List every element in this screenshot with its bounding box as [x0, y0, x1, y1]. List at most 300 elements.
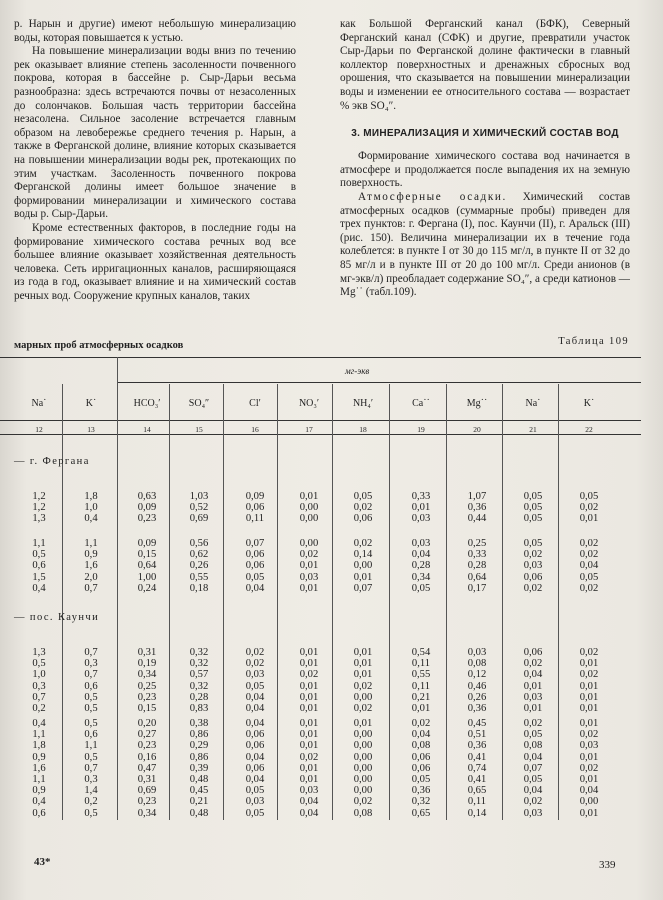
table-cell: 0,63: [137, 491, 157, 502]
table-cell: 0,69: [137, 785, 157, 797]
table-cell: 0,36: [467, 740, 487, 752]
table-cell: 0,02: [299, 669, 319, 681]
column-number: 19: [417, 425, 425, 434]
column-header: Ca˙˙: [412, 398, 430, 409]
table-cell: 0,21: [411, 691, 431, 703]
table-cell: 0,69: [189, 513, 209, 525]
table-cell: 0,05: [523, 729, 543, 741]
table-cell: 0,01: [299, 680, 319, 692]
table-cell: 0,05: [245, 785, 265, 797]
table-cell: 0,65: [467, 785, 487, 797]
table-row: [0, 752, 641, 763]
table-cell: 0,34: [411, 571, 431, 583]
table-cell: 1,2: [32, 491, 46, 502]
table-cell: 0,04: [245, 718, 265, 729]
table-cell: 0,08: [353, 807, 373, 819]
table-cell: 0,07: [245, 538, 265, 549]
table-cell: 0,26: [467, 691, 487, 703]
table-cell: 0,6: [32, 560, 46, 572]
table-cell: 0,9: [84, 549, 98, 561]
table-cell: 0,34: [137, 807, 157, 819]
table-cell: 0,02: [523, 582, 543, 594]
table-cell: 0,4: [32, 796, 46, 808]
table-row: [0, 513, 641, 524]
table-cell: 1,03: [189, 491, 209, 502]
table-cell: 0,00: [353, 751, 373, 763]
table-cell: 0,5: [84, 718, 98, 729]
table-cell: 0,23: [137, 796, 157, 808]
table-cell: 0,05: [411, 774, 431, 785]
column-number: 13: [87, 425, 95, 434]
table-cell: 0,46: [467, 680, 487, 692]
table-cell: 0,02: [579, 549, 599, 561]
table-cell: 0,11: [411, 680, 431, 692]
table-cell: 0,02: [523, 658, 543, 670]
table-cell: 1,6: [32, 762, 46, 774]
table-cell: 0,00: [353, 691, 373, 703]
table-row: [0, 681, 641, 692]
table-cell: 0,04: [299, 807, 319, 819]
table-cell: 0,06: [245, 549, 265, 561]
table-cell: 0,05: [579, 491, 599, 502]
table-cell: 0,41: [467, 751, 487, 763]
column-number: 16: [251, 425, 259, 434]
table-cell: 0,02: [523, 549, 543, 561]
column-header: Na˙: [31, 398, 47, 409]
table-cell: 0,3: [84, 774, 98, 785]
table-cell: 0,01: [579, 513, 599, 525]
table-cell: 1,1: [32, 729, 46, 741]
table-cell: 0,5: [32, 549, 46, 561]
paragraph: Формирование химического состава вод начинается в атмосфере и продолжается после выпадения их на земную поверхность.: [340, 150, 630, 190]
table-cell: 0,64: [467, 571, 487, 583]
table-cell: 0,05: [523, 513, 543, 525]
table-cell: 0,5: [32, 658, 46, 670]
table-cell: 0,05: [353, 491, 373, 502]
paragraph-lead: Атмосферные осадки.: [358, 190, 507, 203]
table-cell: 0,05: [523, 538, 543, 549]
table-cell: 0,00: [353, 762, 373, 774]
table-cell: 0,01: [299, 647, 319, 658]
table-cell: 0,7: [84, 647, 98, 658]
table-cell: 0,01: [411, 703, 431, 714]
table-row: [0, 703, 641, 714]
table-row: [0, 647, 641, 658]
table-cell: 0,28: [411, 560, 431, 572]
table-cell: 0,55: [411, 669, 431, 681]
table-cell: 0,06: [245, 740, 265, 752]
table-cell: 0,05: [411, 582, 431, 594]
table-cell: 1,00: [137, 571, 157, 583]
table-cell: 0,23: [137, 740, 157, 752]
table-cell: 1,8: [84, 491, 98, 502]
table-cell: 0,01: [353, 647, 373, 658]
table-cell: 0,01: [299, 774, 319, 785]
table-cell: 1,3: [32, 513, 46, 525]
table-cell: 0,04: [245, 691, 265, 703]
table-cell: 0,16: [137, 751, 157, 763]
table-cell: 0,01: [299, 740, 319, 752]
table-row: [0, 491, 641, 502]
table-cell: 0,74: [467, 762, 487, 774]
table-cell: 0,36: [467, 703, 487, 714]
column-number: 21: [529, 425, 537, 434]
table-cell: 0,06: [245, 762, 265, 774]
table-cell: 0,05: [579, 571, 599, 583]
table-row: [0, 692, 641, 703]
table-cell: 0,07: [353, 582, 373, 594]
table-cell: 0,17: [467, 582, 487, 594]
table-cell: 0,00: [579, 796, 599, 808]
table-cell: 0,04: [523, 669, 543, 681]
column-header: Na˙: [525, 398, 541, 409]
table-cell: 0,01: [411, 502, 431, 514]
table-row: [0, 583, 641, 594]
table-row: [0, 808, 641, 819]
table-cell: 0,01: [353, 669, 373, 681]
table-cell: 0,38: [189, 718, 209, 729]
table-cell: 0,44: [467, 513, 487, 525]
table-cell: 0,51: [467, 729, 487, 741]
table-row: [0, 729, 641, 740]
column-number: 14: [143, 425, 151, 434]
table-cell: 1,1: [32, 538, 46, 549]
table-cell: 0,01: [299, 560, 319, 572]
table-cell: 0,02: [579, 729, 599, 741]
paragraph: как Большой Ферганский канал (БФК), Северный Ферганский канал (СФК) и другие, превратили участок Сыр-Дарьи по Ферганской долине фактически в главный коллектор поверхностных и дренажных сбросных вод орошения, что сказывается на повышении минерализации воды и изменении ее относительного состава — возрастает % экв SO₄″.: [340, 18, 630, 112]
table-cell: 0,4: [84, 513, 98, 525]
table-cell: 1,4: [84, 785, 98, 797]
table-cell: 0,01: [579, 774, 599, 785]
table-cell: 0,01: [299, 703, 319, 714]
table-cell: 1,0: [32, 669, 46, 681]
paragraph: На повышение минерализации воды вниз по течению рек оказывает влияние степень засоленности почвенного покрова, которая в бассейне р. Сыр-Дарьи весьма разнообразна: здесь встречаются почвы от незасоленных до солончаков. Большая часть территории бассейна незасолена. Сильное засоление встречается главным образом на левобережье среднего течения р. Нарын, а также в Ферганской долине, влияние которых сказывается на повышении минерализации воды рек, протекающих по этим участкам. Засоленность почвенного покрова Ферганской долины имеет большое значение в формировании минерализации и химического состава воды р. Сыр-Дарьи.: [14, 45, 296, 221]
table-cell: 0,00: [353, 729, 373, 741]
table-cell: 0,04: [523, 785, 543, 797]
table-cell: 0,7: [84, 582, 98, 594]
table-cell: 0,02: [579, 582, 599, 594]
header-rule: [0, 420, 641, 421]
table-cell: 0,9: [32, 751, 46, 763]
table-cell: 0,03: [579, 740, 599, 752]
table-cell: 0,02: [353, 502, 373, 514]
table-cell: 0,34: [137, 669, 157, 681]
table-cell: 0,03: [411, 538, 431, 549]
table-cell: 0,04: [245, 582, 265, 594]
column-number: 20: [473, 425, 481, 434]
table-cell: 0,52: [189, 502, 209, 514]
table-cell: 0,06: [411, 762, 431, 774]
table-cell: 0,24: [137, 582, 157, 594]
table-cell: 0,01: [299, 762, 319, 774]
column-header: NO₃′: [298, 398, 320, 409]
table-cell: 0,08: [411, 740, 431, 752]
table-cell: 0,04: [411, 729, 431, 741]
table-row: [0, 669, 641, 680]
table-row: [0, 572, 641, 583]
table-cell: 0,02: [523, 796, 543, 808]
table-cell: 0,00: [353, 785, 373, 797]
table-row: [0, 658, 641, 669]
table-cell: 0,83: [189, 703, 209, 714]
table-cell: 0,4: [32, 582, 46, 594]
table-cell: 0,09: [137, 538, 157, 549]
table-cell: 0,05: [245, 680, 265, 692]
table-cell: 0,15: [137, 549, 157, 561]
table-row: [0, 718, 641, 729]
table-cell: 0,02: [411, 718, 431, 729]
table-cell: 0,32: [189, 680, 209, 692]
table-cell: 0,64: [137, 560, 157, 572]
table-cell: 0,11: [467, 796, 487, 808]
left-text-column: [14, 18, 296, 303]
table-cell: 0,02: [523, 718, 543, 729]
table-cell: 0,02: [579, 502, 599, 514]
signature-mark: 43*: [34, 856, 51, 868]
table-cell: 0,05: [523, 491, 543, 502]
table-cell: 0,05: [245, 807, 265, 819]
table-cell: 0,00: [353, 774, 373, 785]
column-header: HCO₃′: [133, 398, 161, 409]
table-cell: 0,03: [411, 513, 431, 525]
table-cell: 0,02: [245, 647, 265, 658]
table-cell: 0,7: [32, 691, 46, 703]
table-cell: 0,86: [189, 751, 209, 763]
table-cell: 0,7: [84, 762, 98, 774]
table-cell: 0,01: [299, 691, 319, 703]
table-cell: 0,02: [579, 538, 599, 549]
paragraph: р. Нарын и другие) имеют небольшую минерализацию воды, которая повышается к устью.: [14, 18, 296, 44]
table-cell: 0,15: [137, 703, 157, 714]
table-cell: 0,25: [467, 538, 487, 549]
station-label: — пос. Каунчи: [14, 612, 100, 623]
table-cell: 0,62: [189, 549, 209, 561]
table-cell: 0,36: [411, 785, 431, 797]
table-cell: 0,06: [353, 513, 373, 525]
table-cell: 0,9: [32, 785, 46, 797]
table-cell: 0,36: [467, 502, 487, 514]
column-header: K˙: [583, 398, 595, 409]
table-cell: 0,33: [467, 549, 487, 561]
section-title: 3. МИНЕРАЛИЗАЦИЯ И ХИМИЧЕСКИЙ СОСТАВ ВОД: [351, 128, 619, 140]
table-cell: 1,0: [84, 502, 98, 514]
table-cell: 0,48: [189, 807, 209, 819]
column-number: 18: [359, 425, 367, 434]
paragraph: [340, 191, 630, 300]
table-cell: 0,5: [84, 703, 98, 714]
table-label: Таблица 109: [558, 336, 629, 347]
table-cell: 0,6: [32, 807, 46, 819]
table-cell: 0,32: [189, 658, 209, 670]
table-caption: марных проб атмосферных осадков: [14, 340, 184, 351]
table-cell: 0,7: [84, 669, 98, 681]
table-cell: 0,56: [189, 538, 209, 549]
table-cell: 0,45: [467, 718, 487, 729]
table-cell: 0,03: [299, 785, 319, 797]
table-cell: 0,3: [32, 680, 46, 692]
column-header: K˙: [85, 398, 97, 409]
table-cell: 0,06: [245, 560, 265, 572]
table-cell: 0,03: [523, 807, 543, 819]
station-label: — г. Фергана: [14, 456, 90, 467]
table-cell: 0,5: [84, 691, 98, 703]
table-cell: 0,04: [411, 549, 431, 561]
table-cell: 0,01: [523, 703, 543, 714]
table-cell: 0,06: [245, 502, 265, 514]
table-cell: 0,02: [299, 549, 319, 561]
table-cell: 0,03: [245, 796, 265, 808]
table-cell: 0,00: [353, 740, 373, 752]
table-cell: 1,07: [467, 491, 487, 502]
page-number: 339: [599, 859, 616, 871]
table-cell: 0,04: [245, 751, 265, 763]
table-cell: 0,03: [467, 647, 487, 658]
table-cell: 0,04: [245, 703, 265, 714]
table-cell: 0,14: [353, 549, 373, 561]
table-cell: 0,04: [299, 796, 319, 808]
table-row: [0, 785, 641, 796]
table-cell: 0,01: [579, 680, 599, 692]
table-cell: 0,27: [137, 729, 157, 741]
table-cell: 1,3: [32, 647, 46, 658]
table-cell: 0,28: [189, 691, 209, 703]
table-cell: 0,5: [84, 807, 98, 819]
table-row: [0, 740, 641, 751]
table-cell: 0,19: [137, 658, 157, 670]
table-cell: 0,4: [32, 718, 46, 729]
numbers-rule: [0, 434, 641, 435]
right-text-column: [340, 18, 630, 300]
table-cell: 0,02: [353, 796, 373, 808]
table-cell: 0,29: [189, 740, 209, 752]
table-cell: 0,09: [137, 502, 157, 514]
table-cell: 0,20: [137, 718, 157, 729]
table-cell: 1,1: [84, 740, 98, 752]
table-cell: 0,23: [137, 691, 157, 703]
table-cell: 0,3: [84, 658, 98, 670]
table-cell: 0,01: [299, 658, 319, 670]
table-cell: 0,12: [467, 669, 487, 681]
table-cell: 0,06: [523, 647, 543, 658]
table-row: [0, 774, 641, 785]
table-cell: 0,25: [137, 680, 157, 692]
table-cell: 0,47: [137, 762, 157, 774]
unit-rule: [118, 382, 641, 383]
table-cell: 0,48: [189, 774, 209, 785]
table-cell: 0,02: [579, 669, 599, 681]
table-cell: 0,01: [299, 582, 319, 594]
table-cell: 0,45: [189, 785, 209, 797]
table-cell: 0,07: [523, 762, 543, 774]
table-cell: 0,6: [84, 729, 98, 741]
table-cell: 0,5: [84, 751, 98, 763]
table-cell: 1,5: [32, 571, 46, 583]
table-cell: 0,32: [189, 647, 209, 658]
table-cell: 0,04: [523, 751, 543, 763]
table-cell: 0,01: [579, 751, 599, 763]
table-cell: 0,23: [137, 513, 157, 525]
table-cell: 0,02: [353, 680, 373, 692]
table-cell: 0,21: [189, 796, 209, 808]
table-cell: 0,33: [411, 491, 431, 502]
table-cell: 0,02: [353, 538, 373, 549]
column-number: 15: [195, 425, 203, 434]
column-header: Cl′: [249, 398, 261, 409]
table-cell: 1,8: [32, 740, 46, 752]
column-header: Mg˙˙: [466, 398, 488, 409]
table-cell: 0,02: [579, 762, 599, 774]
table-cell: 0,31: [137, 647, 157, 658]
table-cell: 0,28: [467, 560, 487, 572]
table-cell: 0,01: [579, 807, 599, 819]
column-header: SO₄″: [188, 398, 210, 409]
table-cell: 0,54: [411, 647, 431, 658]
table-cell: 0,32: [411, 796, 431, 808]
table-row: [0, 538, 641, 549]
table-cell: 0,02: [299, 751, 319, 763]
column-number: 17: [305, 425, 313, 434]
table-cell: 0,02: [579, 647, 599, 658]
paragraph-body: Химический состав атмосферных осадков (суммарные пробы) приведен для трех пунктов: г. Фергана (I), пос. Каунчи (II), г. Аральск (III) (рис. 150). Величина минерализации их в течение года колеблется: в пункте I от 30 до 115 мг/л, в пункте II от 32 до 85 мг/л и в пункте III от 20 до 100 мг/л. Среди анионов (в мг-экв/л) преобладает содержание SO₄″, а среди катионов — Mg˙˙ (табл.109).: [340, 190, 630, 299]
column-number: 12: [35, 425, 43, 434]
table-cell: 0,01: [579, 703, 599, 714]
table-cell: 0,04: [579, 560, 599, 572]
table-cell: 0,05: [523, 774, 543, 785]
table-cell: 0,18: [189, 582, 209, 594]
table-cell: 0,04: [245, 774, 265, 785]
table-cell: 0,01: [579, 658, 599, 670]
table-cell: 0,01: [579, 691, 599, 703]
table-cell: 0,03: [245, 669, 265, 681]
table-cell: 0,00: [299, 502, 319, 514]
table-cell: 0,05: [523, 502, 543, 514]
table-row: [0, 763, 641, 774]
table-cell: 0,01: [299, 491, 319, 502]
table-cell: 0,01: [353, 658, 373, 670]
table-cell: 0,02: [353, 703, 373, 714]
table-cell: 0,14: [467, 807, 487, 819]
table-cell: 0,01: [523, 680, 543, 692]
table-cell: 0,86: [189, 729, 209, 741]
table-row: [0, 549, 641, 560]
table-cell: 0,55: [189, 571, 209, 583]
table-cell: 0,01: [353, 571, 373, 583]
table-cell: 2,0: [84, 571, 98, 583]
table-cell: 0,00: [299, 538, 319, 549]
table-cell: 0,03: [523, 560, 543, 572]
table-cell: 0,2: [32, 703, 46, 714]
paragraph: Кроме естественных факторов, в последние годы на формирование химического состава речных вод все большее влияние оказывает хозяйственная деятельность человека. Сеть ирригационных каналов, расширяющаяся из года в год, оказывает влияние и на химический состав речных вод. Сооружение крупных каналов, таких: [14, 221, 296, 302]
table-cell: 0,41: [467, 774, 487, 785]
table-cell: 0,09: [245, 491, 265, 502]
table-cell: 0,6: [84, 680, 98, 692]
table-cell: 0,26: [189, 560, 209, 572]
table-cell: 0,05: [245, 571, 265, 583]
table-cell: 0,01: [353, 718, 373, 729]
table-cell: 0,2: [84, 796, 98, 808]
table-row: [0, 796, 641, 807]
table-cell: 0,03: [299, 571, 319, 583]
table-cell: 1,2: [32, 502, 46, 514]
table-cell: 0,11: [245, 513, 265, 525]
table-row: [0, 560, 641, 571]
table-cell: 1,1: [84, 538, 98, 549]
table-cell: 0,65: [411, 807, 431, 819]
table-cell: 0,57: [189, 669, 209, 681]
unit-label: мг-экв: [345, 366, 370, 376]
table-cell: 1,1: [32, 774, 46, 785]
table-cell: 0,39: [189, 762, 209, 774]
